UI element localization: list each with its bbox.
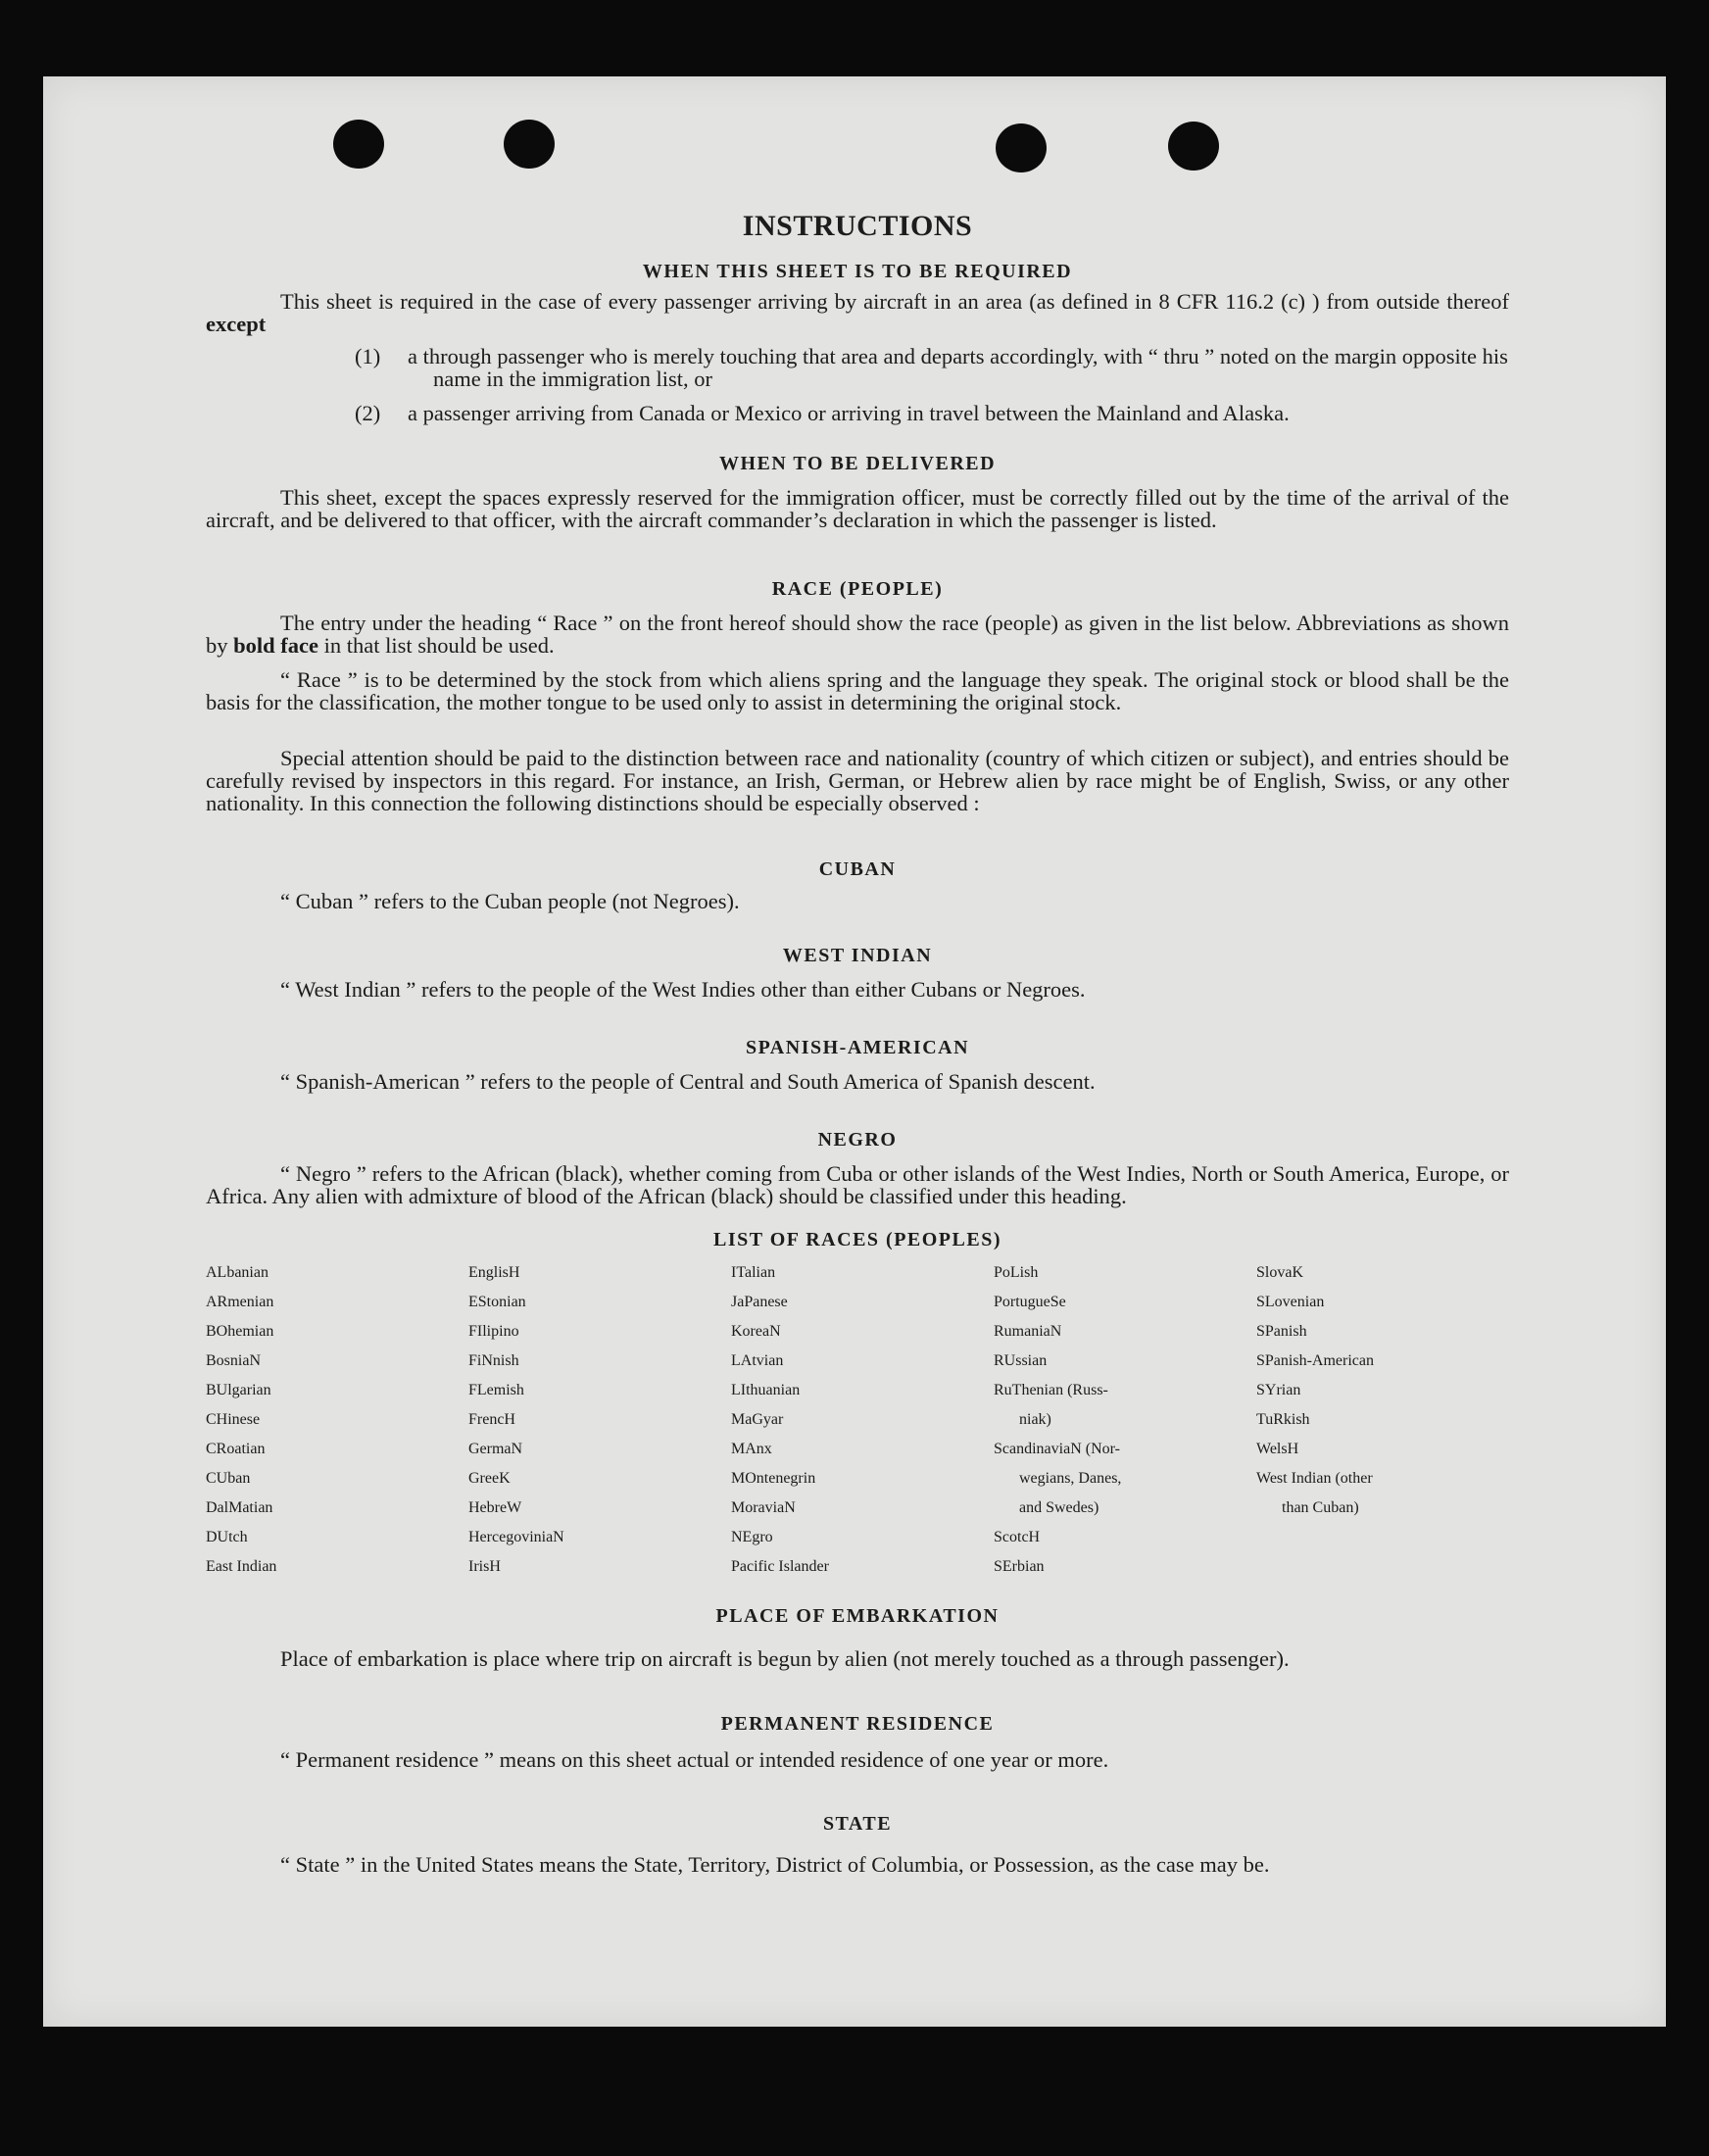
race-entry: FiNnish (468, 1352, 519, 1369)
race-entry: CRoatian (206, 1441, 266, 1457)
heading-negro: NEGRO (817, 1129, 898, 1151)
punch-hole (996, 123, 1047, 172)
race-entry: East Indian (206, 1558, 277, 1575)
race-entry: FLemish (468, 1382, 524, 1398)
race-entry: West Indian (other (1256, 1470, 1373, 1487)
heading-place-of-embarkation: PLACE OF EMBARKATION (715, 1605, 1000, 1627)
heading-race: RACE (PEOPLE) (771, 578, 944, 600)
heading-state: STATE (822, 1813, 893, 1835)
race-entry: niak) (1019, 1411, 1051, 1428)
item-text: a through passenger who is merely touching that area and departs accordingly, with “ thru ” noted on the margin opposite his name in the immigration list, or (408, 344, 1508, 391)
document-title: INSTRUCTIONS (742, 210, 973, 242)
race-entry: PoLish (994, 1264, 1039, 1281)
race-column-3 (731, 1258, 829, 1582)
race-entry: than Cuban) (1282, 1499, 1359, 1516)
paragraph-residence: “ Permanent residence ” means on this sheet actual or intended residence of one year or more. (280, 1747, 1109, 1772)
race-entry: ScandinaviaN (Nor- (994, 1441, 1120, 1457)
race-entry: GreeK (468, 1470, 511, 1487)
race-entry: ITalian (731, 1264, 776, 1281)
paragraph-race-1: The entry under the heading “ Race ” on the front hereof should show the race (people) as given in the list below. Abbreviations as shown by bold face in that list should be used. (206, 611, 1509, 658)
race-entry: SlovaK (1256, 1264, 1303, 1281)
paragraph-race-3: Special attention should be paid to the distinction between race and nationality (country of which citizen or subject), and entries should be carefully revised by inspectors in this regard. For instance, an Irish, German, or Hebrew alien by race might be of English, Swiss, or any other nationality. In this connection the following distinctions should be especially observed : (206, 746, 1509, 815)
race-entry: SErbian (994, 1558, 1045, 1575)
race-entry: SPanish (1256, 1323, 1307, 1340)
race-entry: TuRkish (1256, 1411, 1310, 1428)
item-number: (1) (355, 344, 381, 368)
race-column-1 (206, 1258, 276, 1582)
race-entry: PortugueSe (994, 1294, 1066, 1310)
race-entry: HebreW (468, 1499, 522, 1516)
paragraph-state: “ State ” in the United States means the State, Territory, District of Columbia, or Possession, as the case may be. (280, 1852, 1270, 1877)
race-entry: ScotcH (994, 1529, 1041, 1545)
punch-hole (333, 120, 384, 169)
race-entry: wegians, Danes, (1019, 1470, 1122, 1487)
paragraph-delivered: This sheet, except the spaces expressly reserved for the immigration officer, must be correctly filled out by the time of the arrival of the aircraft, and be delivered to that officer, with the aircraft commander’s declaration in which the passenger is listed. (206, 485, 1509, 532)
race-entry: and Swedes) (1019, 1499, 1099, 1516)
race-entry: HercegoviniaN (468, 1529, 564, 1545)
paragraph-west-indian: “ West Indian ” refers to the people of the West Indies other than either Cubans or Negroes. (280, 977, 1086, 1002)
paragraph-required-intro: This sheet is required in the case of every passenger arriving by aircraft in an area (as defined in 8 CFR 116.2 (c) ) from outside thereof except (206, 289, 1509, 336)
punch-hole (504, 120, 555, 169)
race-entry: JaPanese (731, 1294, 788, 1310)
race-entry: FIlipino (468, 1323, 519, 1340)
race-entry: SPanish-American (1256, 1352, 1374, 1369)
race-entry: DalMatian (206, 1499, 273, 1516)
race-entry: LIthuanian (731, 1382, 801, 1398)
heading-permanent-residence: PERMANENT RESIDENCE (720, 1713, 995, 1735)
item-text: a passenger arriving from Canada or Mexico or arriving in travel between the Mainland and Alaska. (408, 401, 1290, 425)
race-entry: EStonian (468, 1294, 526, 1310)
item-number: (2) (355, 401, 381, 425)
race-column-4 (994, 1258, 1121, 1582)
race-entry: WelsH (1256, 1441, 1299, 1457)
race-entry: RuThenian (Russ- (994, 1382, 1108, 1398)
heading-when-required: WHEN THIS SHEET IS TO BE REQUIRED (642, 261, 1073, 282)
race-entry: NEgro (731, 1529, 773, 1545)
race-column-2 (468, 1258, 564, 1582)
paragraph-spanish-american: “ Spanish-American ” refers to the people of Central and South America of Spanish descent. (280, 1069, 1096, 1094)
race-entry: SYrian (1256, 1382, 1301, 1398)
race-entry: ALbanian (206, 1264, 269, 1281)
heading-spanish-american: SPANISH-AMERICAN (745, 1037, 970, 1058)
paragraph-race-2: “ Race ” is to be determined by the stock from which aliens spring and the language they speak. The original stock or blood shall be the basis for the classification, the mother tongue to be used only to assist in determining the original stock. (206, 667, 1509, 714)
heading-west-indian: WEST INDIAN (782, 945, 933, 966)
race-entry: MAnx (731, 1441, 772, 1457)
race-entry: SLovenian (1256, 1294, 1325, 1310)
race-entry: FrencH (468, 1411, 515, 1428)
heading-when-delivered: WHEN TO BE DELIVERED (718, 453, 997, 474)
race-entry: CHinese (206, 1411, 261, 1428)
paragraph-cuban: “ Cuban ” refers to the Cuban people (not Negroes). (280, 889, 740, 913)
race-entry: BosniaN (206, 1352, 261, 1369)
race-entry: EnglisH (468, 1264, 520, 1281)
document-page (43, 76, 1666, 2027)
race-entry: RumaniaN (994, 1323, 1062, 1340)
race-entry: MoraviaN (731, 1499, 796, 1516)
race-list (206, 1258, 1509, 1592)
race-entry: MaGyar (731, 1411, 784, 1428)
race-entry: IrisH (468, 1558, 501, 1575)
race-entry: ARmenian (206, 1294, 274, 1310)
paragraph-embarkation: Place of embarkation is place where trip on aircraft is begun by alien (not merely touched as a through passenger). (280, 1646, 1290, 1671)
race-entry: MOntenegrin (731, 1470, 816, 1487)
race-entry: BOhemian (206, 1323, 274, 1340)
race-entry: CUban (206, 1470, 251, 1487)
race-column-5 (1256, 1258, 1374, 1523)
race-entry: DUtch (206, 1529, 248, 1545)
paragraph-negro: “ Negro ” refers to the African (black), whether coming from Cuba or other islands of the West Indies, North or South America, Europe, or Africa. Any alien with admixture of blood of the African (black) should be classified under this heading. (206, 1161, 1509, 1208)
race-entry: BUlgarian (206, 1382, 271, 1398)
race-entry: LAtvian (731, 1352, 784, 1369)
heading-cuban: CUBAN (818, 858, 897, 880)
race-entry: GermaN (468, 1441, 523, 1457)
heading-list-of-races: LIST OF RACES (PEOPLES) (712, 1229, 1001, 1250)
race-entry: Pacific Islander (731, 1558, 829, 1575)
punch-hole (1168, 122, 1219, 171)
race-entry: KoreaN (731, 1323, 781, 1340)
race-entry: RUssian (994, 1352, 1048, 1369)
